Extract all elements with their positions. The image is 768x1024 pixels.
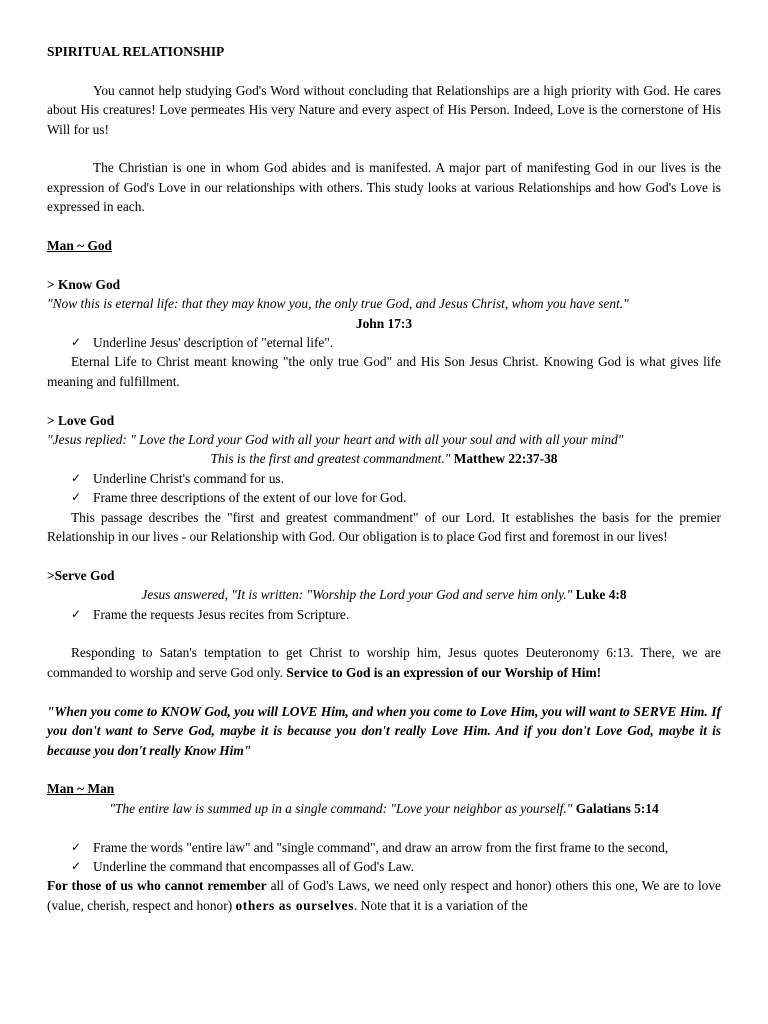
checklist-text: Underline Christ's command for us. [93,470,284,486]
subheading-love-god: > Love God [47,412,115,428]
checklist-item [47,469,721,488]
section-heading-man-god: Man ~ God [47,238,112,254]
checkmark-icon: ✓ [71,335,82,350]
checkmark-icon: ✓ [71,839,82,854]
checklist-text: Frame three descriptions of the extent of our love for God. [93,490,407,506]
scripture-ref-love: Matthew 22:37-38 [453,451,558,467]
checklist-text: Underline Jesus' description of "eternal life". [93,335,334,351]
checkmark-icon: ✓ [71,606,82,621]
checkmark-icon: ✓ [71,858,82,873]
body-text-serve: Responding to Satan's temptation to get Christ to worship him, Jesus quotes Deuteronomy 6:13. There, we are commanded to worship and serve God only. [47,645,721,680]
body-paragraph-love: This passage describes the "first and greatest commandment" of our Lord. It establishes the basis for the premier Relationship in our lives - our Relationship with God. Our obligation is to place God first and foremost in our lives! [47,509,721,545]
scripture-quote-love-line2 [47,449,721,468]
scripture-ref-serve: Luke 4:8 [575,587,627,603]
subheading-serve-god: >Serve God [47,567,115,583]
body-paragraph-know: Eternal Life to Christ meant knowing "the only true God" and His Son Jesus Christ. Knowing God is what gives life meaning and fulfillment. [47,354,721,389]
scripture-quote-love-text: This is the first and greatest commandment." [210,451,451,467]
checklist-text: Frame the requests Jesus recites from Scripture. [93,606,350,622]
checklist-text: Underline the command that encompasses all of God's Law. [93,858,414,874]
subheading-know-god: > Know God [47,276,121,292]
scripture-quote-know: "Now this is eternal life: that they may know you, the only true God, and Jesus Christ, whom you have sent." [47,296,629,312]
checklist-item [47,333,721,352]
intro-paragraph-2: The Christian is one in whom God abides and is manifested. A major part of manifesting God in our lives is the expression of God's Love in our relationships with others. This study looks at various Relationships and how God's Love is expressed in each. [47,160,721,215]
scripture-quote-man-line [47,799,721,818]
summary-quote: "When you come to KNOW God, you will LOVE Him, and when you come to Love Him, you will want to SERVE Him. If you don't want to Serve God, maybe it is because you don't really Love Him. And if you don't Love God, maybe it is because you don't really Know Him" [47,703,721,758]
checkmark-icon: ✓ [71,470,82,485]
checkmark-icon: ✓ [71,490,82,505]
checklist-text: Frame the words "entire law" and "single command", and draw an arrow from the first frame to the second, [93,839,669,855]
scripture-quote-serve: Jesus answered, "It is written: "Worship the Lord your God and serve him only." [141,587,573,603]
intro-paragraph-1: You cannot help studying God's Word without concluding that Relationships are a high priority with God. He cares about His creatures! Love permeates His very Nature and every aspect of His Person. Indeed, Love is the cornerstone of His Will for us! [47,82,721,137]
checklist-item [47,838,721,857]
body-paragraph-man [47,876,721,915]
checklist-item [47,857,721,876]
body-text-mid: all of God's Laws, we need only respect and honor) others this one, We are to love (value, cherish, respect and honor) [47,878,721,913]
scripture-quote-serve-line [47,585,721,604]
body-text-end: . Note that it is a variation of the [354,897,528,913]
body-emphasis-spaced: others as ourselves [235,897,355,913]
section-heading-man-man: Man ~ Man [47,781,115,797]
scripture-ref-know: John 17:3 [355,315,413,331]
document-title: SPIRITUAL RELATIONSHIP [47,44,225,59]
scripture-quote-love-line1: "Jesus replied: " Love the Lord your God with all your heart and with all your soul and with all your mind" [47,432,624,448]
body-paragraph-serve [47,643,721,682]
checklist-item [47,605,721,624]
checklist-item [47,488,721,507]
scripture-ref-man: Galatians 5:14 [575,800,659,816]
body-emphasis-start: For those of us who cannot remember [47,878,267,894]
body-emphasis-serve: Service to God is an expression of our Worship of Him! [286,664,602,680]
scripture-quote-man: "The entire law is summed up in a single command: "Love your neighbor as yourself." [109,800,573,816]
